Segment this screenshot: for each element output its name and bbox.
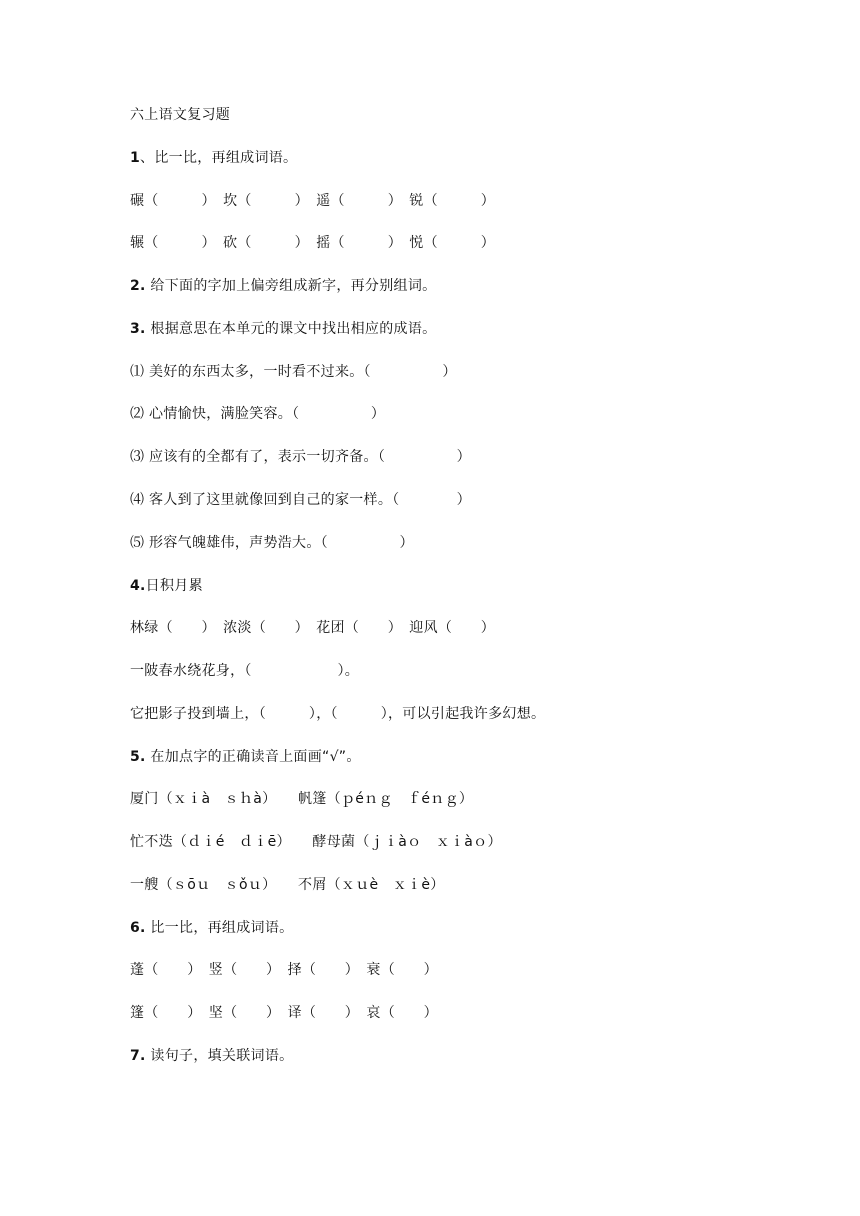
question-number: 6. <box>130 920 146 936</box>
q5-row-2: 忙不迭（ｄｉé ｄｉē） 酵母菌（ｊｉàｏ ｘｉàｏ） <box>130 834 502 850</box>
question-1 <box>130 148 297 168</box>
q6-row-2: 篷（ ） 坚（ ） 译（ ） 哀（ ） <box>130 1005 438 1021</box>
question-text: 在加点字的正确读音上面画“√”。 <box>145 749 361 765</box>
question-number: 1 <box>130 150 141 166</box>
q4-row-2: 一陂春水绕花身，（ ）。 <box>130 663 360 679</box>
question-text: 根据意思在本单元的课文中找出相应的成语。 <box>145 321 437 337</box>
question-text: 、比一比，再组成词语。 <box>140 150 298 166</box>
q3-item-3: ⑶ 应该有的全都有了，表示一切齐备。（ ） <box>130 449 471 465</box>
q5-row-1: 厦门（ｘｉà ｓｈà） 帆篷（ｐéｎｇ ｆéｎｇ） <box>130 791 474 807</box>
question-number: 4. <box>130 578 146 594</box>
question-6 <box>130 918 293 938</box>
question-4 <box>130 576 203 596</box>
question-2 <box>130 276 436 296</box>
q4-row-1: 林绿（ ） 浓淡（ ） 花团（ ） 迎风（ ） <box>130 620 496 636</box>
question-text: 给下面的字加上偏旁组成新字，再分别组词。 <box>145 278 437 294</box>
question-5 <box>130 747 361 767</box>
question-number: 5. <box>130 749 146 765</box>
q1-row-1: 碾（ ） 坎（ ） 遥（ ） 锐（ ） <box>130 193 496 209</box>
q3-item-2: ⑵ 心情愉快，满脸笑容。（ ） <box>130 406 386 422</box>
question-text: 读句子，填关联词语。 <box>145 1048 294 1064</box>
question-text: 比一比，再组成词语。 <box>145 920 294 936</box>
question-number: 7. <box>130 1048 146 1064</box>
question-7 <box>130 1046 293 1066</box>
question-text: 日积月累 <box>145 578 203 594</box>
question-number: 2. <box>130 278 146 294</box>
question-number: 3. <box>130 321 146 337</box>
page-title: 六上语文复习题 <box>130 107 231 123</box>
q6-row-1: 蓬（ ） 竖（ ） 择（ ） 衰（ ） <box>130 962 438 978</box>
q3-item-4: ⑷ 客人到了这里就像回到自己的家一样。（ ） <box>130 492 471 508</box>
q3-item-1: ⑴ 美好的东西太多，一时看不过来。（ ） <box>130 364 457 380</box>
q3-item-5: ⑸ 形容气魄雄伟，声势浩大。（ ） <box>130 535 414 551</box>
q4-row-3: 它把影子投到墙上，（ ），（ ），可以引起我许多幻想。 <box>130 706 546 722</box>
q5-row-3: 一艘（ｓōｕ ｓǒｕ） 不屑（ｘｕè ｘｉè） <box>130 877 445 893</box>
question-3 <box>130 319 436 339</box>
q1-row-2: 辗（ ） 砍（ ） 摇（ ） 悦（ ） <box>130 235 496 251</box>
